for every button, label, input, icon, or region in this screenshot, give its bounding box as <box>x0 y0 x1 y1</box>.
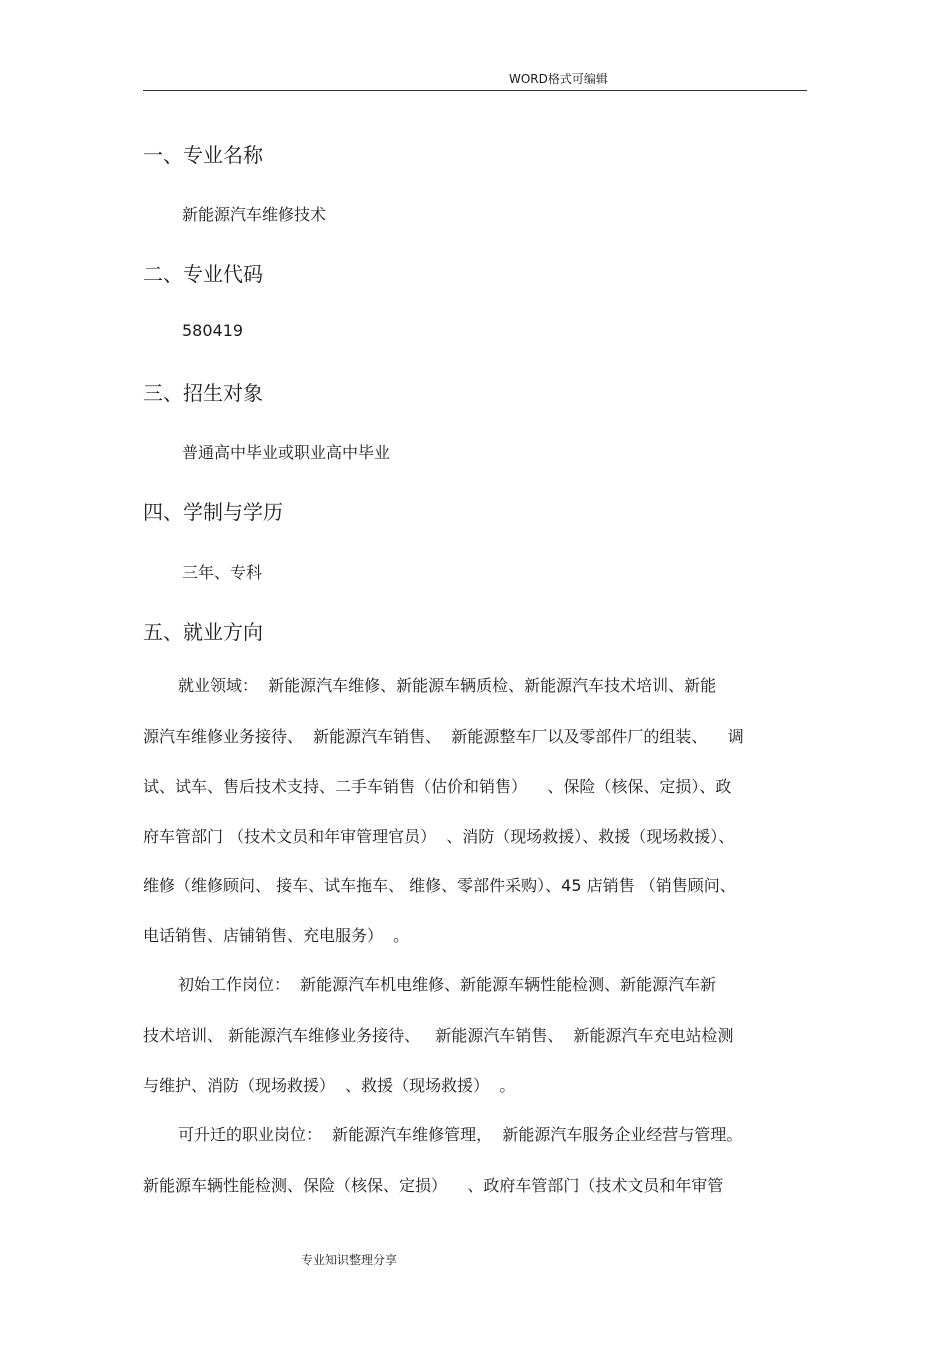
paragraph-line: 电话销售、店铺销售、充电服务） 。 <box>143 926 410 945</box>
section-value-major-name: 新能源汽车维修技术 <box>182 205 327 224</box>
paragraph-line: 技术培训、 新能源汽车维修业务接待、 新能源汽车销售、 新能源汽车充电站检测 <box>143 1026 734 1045</box>
paragraph-line: 初始工作岗位： 新能源汽车机电维修、新能源车辆性能检测、新能源汽车新 <box>178 975 717 994</box>
header-text: WORD格式可编辑 <box>509 72 608 86</box>
section-value-duration: 三年、专科 <box>182 563 263 582</box>
page-footer: 专业知识整理分享 <box>301 1253 398 1267</box>
paragraph-line: 新能源车辆性能检测、保险（核保、定损） 、政府车管部门（技术文员和年审管 <box>143 1176 724 1195</box>
section-heading-major-code: 二、专业代码 <box>143 262 263 286</box>
paragraph-line: 维修（维修顾问、 接车、试车拖车、 维修、零部件采购）、45 店销售 （销售顾问、 <box>143 876 736 895</box>
section-heading-major-name: 一、专业名称 <box>143 143 263 167</box>
paragraph-line: 与维护、消防（现场救援） 、救援（现场救援） 。 <box>143 1076 516 1095</box>
paragraph-line: 可升迁的职业岗位： 新能源汽车维修管理， 新能源汽车服务企业经营与管理。 <box>178 1125 743 1144</box>
paragraph-line: 源汽车维修业务接待、 新能源汽车销售、 新能源整车厂以及零部件厂的组装、 调 <box>143 727 744 746</box>
paragraph-line: 就业领域： 新能源汽车维修、新能源车辆质检、新能源汽车技术培训、新能 <box>178 676 717 695</box>
header-divider <box>143 90 807 91</box>
section-heading-enrollment: 三、招生对象 <box>143 381 263 405</box>
section-heading-employment: 五、就业方向 <box>143 620 263 644</box>
paragraph-line: 府车管部门 （技术文员和年审管理官员） 、消防（现场救援）、救援（现场救援）、 <box>143 827 735 846</box>
section-value-enrollment: 普通高中毕业或职业高中毕业 <box>182 443 391 462</box>
paragraph-line: 试、试车、售后技术支持、二手车销售（估价和销售） 、保险（核保、定损）、政 <box>143 777 732 796</box>
section-heading-duration: 四、学制与学历 <box>143 500 283 524</box>
section-value-major-code: 580419 <box>182 321 244 340</box>
